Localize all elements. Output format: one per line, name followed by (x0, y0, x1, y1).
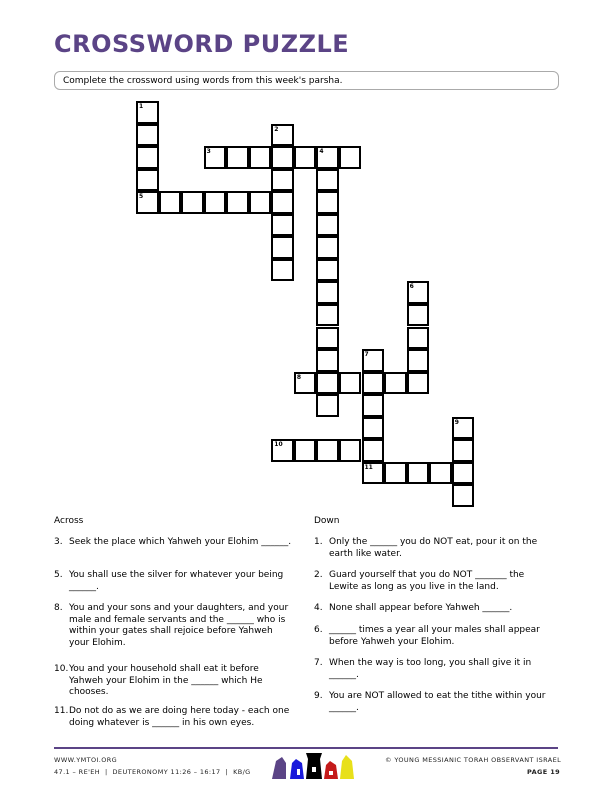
across-heading: Across (54, 516, 84, 526)
clue-number: 10 (274, 441, 283, 449)
clue-text: Only the ______ you do NOT eat, pour it on the earth like water. (329, 537, 538, 559)
crossword-cell[interactable] (407, 462, 430, 485)
lesson-info (54, 768, 251, 776)
instructions-box: Complete the crossword using words from this week's parsha. (54, 71, 559, 90)
down-heading: Down (314, 516, 340, 526)
crossword-cell[interactable] (362, 349, 385, 372)
clue-text: You and your sons and your daughters, and your male and female servants and the ______ who is within your gates shall rejoice before Yahweh your Elohim. (69, 603, 289, 648)
clue-number: 1. (314, 537, 323, 547)
clue-number: 5. (54, 570, 63, 580)
crossword-cell[interactable] (407, 304, 430, 327)
crossword-cell[interactable] (316, 439, 339, 462)
clue-text: Seek the place which Yahweh your Elohim ______. (69, 537, 292, 547)
crossword-cell[interactable] (339, 372, 362, 395)
clue-number: 6 (409, 283, 414, 291)
crossword-cell[interactable] (159, 191, 182, 214)
clue-text: None shall appear before Yahweh ______. (329, 603, 513, 613)
website: WWW.YMTOI.ORG (54, 756, 118, 764)
clue-text: You shall use the silver for whatever your being ______. (69, 570, 284, 592)
crossword-cell[interactable] (452, 484, 475, 507)
clue-item (314, 691, 554, 714)
crossword-cell[interactable] (384, 372, 407, 395)
copyright: © YOUNG MESSIANIC TORAH OBSERVANT ISRAEL (385, 756, 562, 764)
clue-number: 8 (296, 373, 302, 381)
clue-number: 2 (274, 125, 279, 133)
crossword-cell[interactable] (271, 439, 294, 462)
clue-item (314, 658, 554, 681)
crossword-cell[interactable] (407, 327, 430, 350)
crossword-cell[interactable] (294, 439, 317, 462)
clue-item (314, 603, 554, 615)
clue-number: 3. (54, 537, 63, 547)
clue-number: 1 (139, 103, 144, 110)
crossword-cell[interactable] (407, 281, 430, 304)
clue-item (54, 570, 294, 593)
crossword-cell[interactable] (249, 146, 272, 169)
crossword-cell[interactable] (384, 462, 407, 485)
crossword-cell[interactable] (271, 169, 294, 192)
crossword-cell[interactable] (316, 394, 339, 417)
crossword-cell[interactable] (294, 146, 317, 169)
clue-item (314, 570, 554, 593)
crossword-cell[interactable] (181, 191, 204, 214)
separator: | (102, 768, 111, 776)
crossword-cell[interactable] (316, 349, 339, 372)
crossword-cell[interactable] (362, 462, 385, 485)
clue-number: 8. (54, 603, 63, 613)
clue-item (54, 537, 294, 549)
crossword-cell[interactable] (339, 439, 362, 462)
crossword-cell[interactable] (429, 462, 452, 485)
clue-item (54, 664, 294, 699)
crossword-cell[interactable] (362, 417, 385, 440)
clue-item (54, 603, 294, 649)
scripture: DEUTERONOMY 11:26 – 16:17 (112, 768, 221, 776)
clue-number: 7 (364, 351, 369, 359)
clue-number: 11 (364, 463, 373, 471)
crossword-cell[interactable] (204, 191, 227, 214)
crossword-cell[interactable] (316, 214, 339, 237)
clue-text: Do not do as we are doing here today - each one doing whatever is ______ in his own eyes. (69, 706, 290, 728)
crossword-cell[interactable] (226, 191, 249, 214)
lesson: 47.1 – RE'EH (54, 768, 101, 776)
level: KB/G (233, 768, 251, 776)
crossword-cell[interactable] (339, 146, 362, 169)
clue-text: You are NOT allowed to eat the tithe within your ______. (329, 691, 546, 713)
page-number: PAGE 19 (527, 768, 561, 776)
clue-number: 6. (314, 625, 323, 635)
separator: | (223, 768, 231, 776)
crossword-cell[interactable] (136, 169, 159, 192)
crossword-cell[interactable] (136, 101, 159, 124)
crossword-cell[interactable] (407, 372, 430, 395)
crossword-cell[interactable] (362, 394, 385, 417)
crossword-cell[interactable] (316, 259, 339, 282)
crossword-cell[interactable] (226, 146, 249, 169)
crossword-cell[interactable] (316, 372, 339, 395)
clue-number: 11. (54, 706, 69, 716)
clue-number: 10. (54, 664, 69, 674)
crossword-cell[interactable] (316, 281, 339, 304)
crossword-cell[interactable] (316, 327, 339, 350)
crossword-cell[interactable] (136, 146, 159, 169)
crossword-cell[interactable] (316, 146, 339, 169)
clue-number: 9. (314, 691, 323, 701)
crossword-cell[interactable] (271, 124, 294, 147)
clue-number: 9 (454, 418, 459, 426)
crossword-cell[interactable] (362, 439, 385, 462)
clue-text: ______ times a year all your males shall appear before Yahweh your Elohim. (329, 625, 540, 647)
crossword-cell[interactable] (316, 236, 339, 259)
crossword-cell[interactable] (294, 372, 317, 395)
clue-number: 4. (314, 603, 323, 613)
clue-item (314, 625, 554, 648)
crossword-cell[interactable] (452, 462, 475, 485)
crossword-cell[interactable] (136, 191, 159, 214)
crossword-cell[interactable] (271, 259, 294, 282)
page-title: CROSSWORD PUZZLE (54, 30, 350, 58)
crossword-cell[interactable] (136, 124, 159, 147)
ymtoi-logo-icon (268, 751, 358, 781)
clue-text: You and your household shall eat it before Yahweh your Elohim in the ______ which He chooses. (69, 664, 263, 697)
clue-item (314, 537, 554, 560)
clue-number: 3 (206, 148, 211, 156)
crossword-cell[interactable] (271, 146, 294, 169)
clue-number: 5 (139, 193, 144, 201)
crossword-cell[interactable] (271, 236, 294, 259)
crossword-cell[interactable] (362, 372, 385, 395)
crossword-cell[interactable] (271, 214, 294, 237)
clue-item (54, 706, 294, 729)
crossword-cell[interactable] (452, 439, 475, 462)
crossword-cell[interactable] (271, 191, 294, 214)
clue-number: 4 (319, 148, 324, 156)
footer-rule (54, 747, 558, 749)
crossword-cell[interactable] (316, 191, 339, 214)
crossword-cell[interactable] (204, 146, 227, 169)
crossword-cell[interactable] (407, 349, 430, 372)
crossword-cell[interactable] (249, 191, 272, 214)
clue-number: 2. (314, 570, 323, 580)
crossword-cell[interactable] (316, 169, 339, 192)
clue-text: When the way is too long, you shall give it in ______. (329, 658, 532, 680)
crossword-cell[interactable] (452, 417, 475, 440)
crossword-cell[interactable] (316, 304, 339, 327)
clue-text: Guard yourself that you do NOT _______ the Lewite as long as you live in the land. (329, 570, 525, 592)
clue-number: 7. (314, 658, 323, 668)
